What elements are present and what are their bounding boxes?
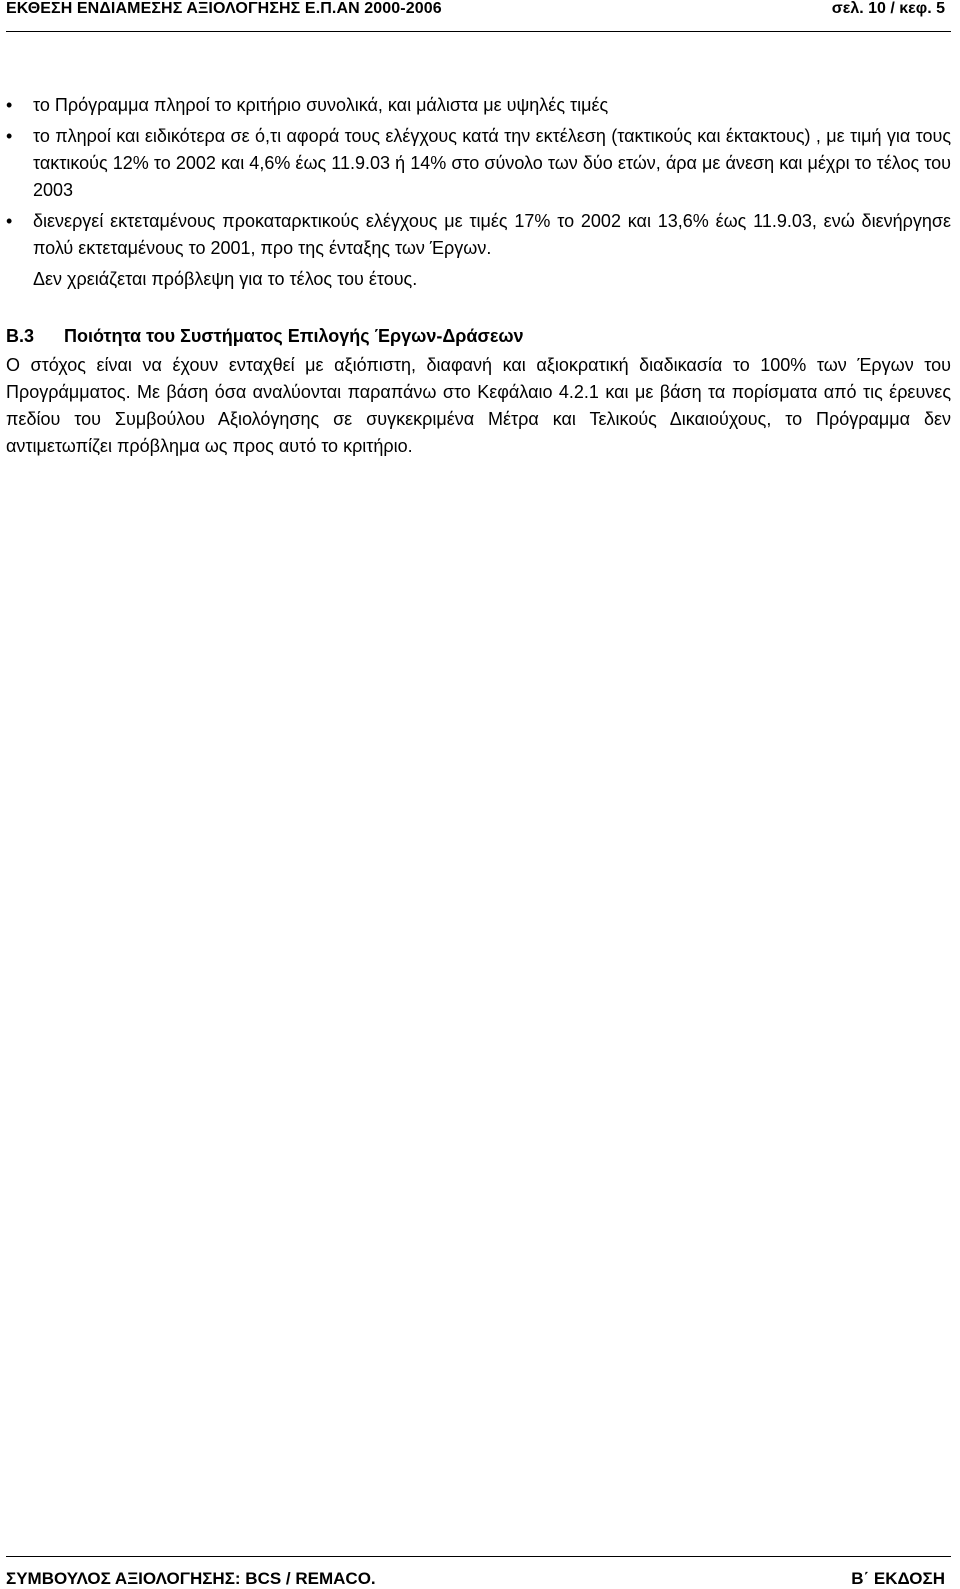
page-footer	[6, 1556, 951, 1588]
section-paragraph: Ο στόχος είναι να έχουν ενταχθεί με αξιόπιστη, διαφανή και αξιοκρατική διαδικασία το 100% των Έργων του Προγράμματος. Με βάση όσα αναλύονται παραπάνω στο Κεφάλαιο 4.2.1 και με βάση τα πορίσματα από τις έρευνες πεδίου του Συμβούλου Αξιολόγησης σε συγκεκριμένα Μέτρα και Τελικούς Δικαιούχους, το Πρόγραμμα δεν αντιμετωπίζει πρόβλημα ως προς αυτό το κριτήριο.	[6, 355, 951, 456]
footer-consultant: ΣΥΜΒΟΥΛΟΣ ΑΞΙΟΛΟΓΗΣΗΣ: BCS / REMACO.	[6, 1569, 376, 1588]
page-header	[6, 0, 951, 32]
note-text: Δεν χρειάζεται πρόβλεψη για το τέλος του έτους.	[33, 269, 418, 289]
list-item-text: το Πρόγραμμα πληροί το κριτήριο συνολικά, και μάλιστα με υψηλές τιμές	[33, 95, 609, 115]
section-heading	[6, 323, 951, 350]
bullet-icon: •	[6, 95, 13, 115]
page-number: σελ. 10 / κεφ. 5	[831, 0, 945, 17]
list-item	[6, 208, 951, 262]
section-number: Β.3	[6, 326, 35, 346]
criteria-list	[6, 92, 951, 262]
document-body	[6, 92, 951, 460]
list-item	[6, 123, 951, 204]
section-title: Ποιότητα του Συστήματος Επιλογής Έργων-Δράσεων	[64, 326, 524, 346]
bullet-icon: •	[6, 211, 13, 231]
document-title: ΕΚΘΕΣΗ ΕΝΔΙΑΜΕΣΗΣ ΑΞΙΟΛΟΓΗΣΗΣ Ε.Π.ΑΝ 2000-2006	[6, 0, 442, 17]
footer-edition: Β΄ ΕΚΔΟΣΗ	[851, 1569, 945, 1588]
list-item	[6, 92, 951, 119]
list-item-text: διενεργεί εκτεταμένους προκαταρκτικούς ελέγχους με τιμές 17% το 2002 και 13,6% έως 11.9.03, ενώ διενήργησε πολύ εκτεταμένους το 2001, προ της ένταξης των Έργων.	[33, 211, 951, 258]
list-item-text: το πληροί και ειδικότερα σε ό,τι αφορά τους ελέγχους κατά την εκτέλεση (τακτικούς και έκτακτους) , με τιμή για τους τακτικούς 12% το 2002 και 4,6% έως 11.9.03 ή 14% στο σύνολο των δύο ετών, άρα με άνεση και μέχρι το τέλος του 2003	[33, 126, 951, 200]
bullet-icon: •	[6, 126, 13, 146]
